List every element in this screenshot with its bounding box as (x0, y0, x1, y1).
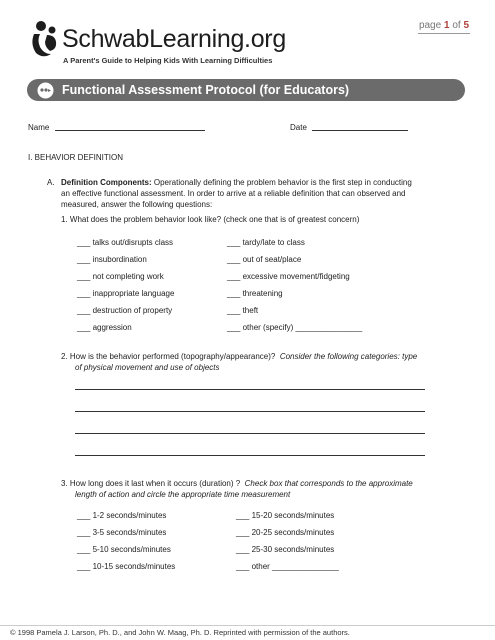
page-prefix: page (418, 20, 442, 31)
q1-option[interactable]: ___ talks out/disrupts class (77, 238, 174, 247)
definition-text-2: an effective functional assessment. In order to arrive at a reliable definition that can observed and (61, 189, 406, 198)
q1-option[interactable]: ___ theft (227, 306, 259, 315)
page-total: 5 (463, 20, 469, 31)
definition-paragraph (61, 177, 461, 210)
section-heading: I. BEHAVIOR DEFINITION (28, 153, 123, 162)
q3-option[interactable]: ___ 1-2 seconds/minutes (77, 511, 167, 520)
name-label: Name (28, 123, 50, 132)
page-of: of (452, 20, 461, 31)
page-title: Functional Assessment Protocol (for Educators) (62, 83, 350, 97)
question-3-hint: Check box that corresponds to the approximate (244, 479, 413, 488)
header-rule (418, 33, 470, 34)
q1-option[interactable]: ___ threatening (227, 289, 283, 298)
date-label: Date (290, 123, 307, 132)
question-3-text: 3. How long does it last when it occurs (duration) ? (61, 479, 241, 488)
footer-copyright: © 1998 Pamela J. Larson, Ph. D., and John W. Maag, Ph. D. Reprinted with permission of the authors. (10, 628, 350, 637)
page-current: 1 (443, 20, 450, 31)
q1-option[interactable]: ___ destruction of property (77, 306, 173, 315)
kids-icon (37, 82, 54, 99)
question-2-text: 2. How is the behavior performed (topography/appearance)? (61, 352, 276, 361)
schwab-logo-icon (30, 20, 60, 60)
q3-option[interactable]: ___ 3-5 seconds/minutes (77, 528, 167, 537)
q1-option[interactable]: ___ tardy/late to class (227, 238, 305, 247)
q3-option[interactable]: ___ 15-20 seconds/minutes (236, 511, 335, 520)
footer-rule (0, 625, 495, 626)
q3-option[interactable]: ___ 25-30 seconds/minutes (236, 545, 335, 554)
brand-main: SchwabLearning (62, 25, 245, 53)
question-2-hint: Consider the following categories: type (279, 352, 418, 361)
q1-option[interactable]: ___ not completing work (77, 272, 164, 281)
page-number (419, 20, 469, 31)
definition-text-1: Operationally defining the problem behavior is the first step in conducting (151, 178, 412, 187)
definition-bold: Definition Components: (61, 178, 152, 187)
q3-option[interactable]: ___ 20-25 seconds/minutes (236, 528, 335, 537)
question-3 (61, 478, 471, 500)
question-2 (61, 351, 461, 373)
item-a-marker: A. (47, 178, 55, 187)
q1-option[interactable]: ___ excessive movement/fidgeting (227, 272, 350, 281)
answer-line[interactable] (75, 389, 425, 390)
q1-option[interactable]: ___ inappropriate language (77, 289, 175, 298)
q3-option[interactable]: ___ 10-15 seconds/minutes (77, 562, 176, 571)
definition-text-3: measured, answer the following questions: (61, 200, 213, 209)
question-2-hint-2: of physical movement and use of objects (75, 363, 220, 372)
question-3-hint-2: length of action and circle the appropriate time measurement (75, 490, 291, 499)
brand-name (62, 25, 286, 54)
answer-line[interactable] (75, 455, 425, 456)
date-field[interactable] (312, 130, 408, 131)
name-field[interactable] (55, 130, 205, 131)
q3-option[interactable]: ___ other _______________ (236, 562, 339, 571)
answer-line[interactable] (75, 411, 425, 412)
brand-suffix: .org (244, 25, 286, 53)
answer-line[interactable] (75, 433, 425, 434)
q1-option[interactable]: ___ insubordination (77, 255, 147, 264)
question-1: 1. What does the problem behavior look like? (check one that is of greatest concern) (61, 215, 360, 224)
q1-option[interactable]: ___ other (specify) _______________ (227, 323, 363, 332)
q3-option[interactable]: ___ 5-10 seconds/minutes (77, 545, 171, 554)
q1-option[interactable]: ___ out of seat/place (227, 255, 302, 264)
tagline: A Parent's Guide to Helping Kids With Learning Difficulties (63, 56, 273, 65)
q1-option[interactable]: ___ aggression (77, 323, 132, 332)
